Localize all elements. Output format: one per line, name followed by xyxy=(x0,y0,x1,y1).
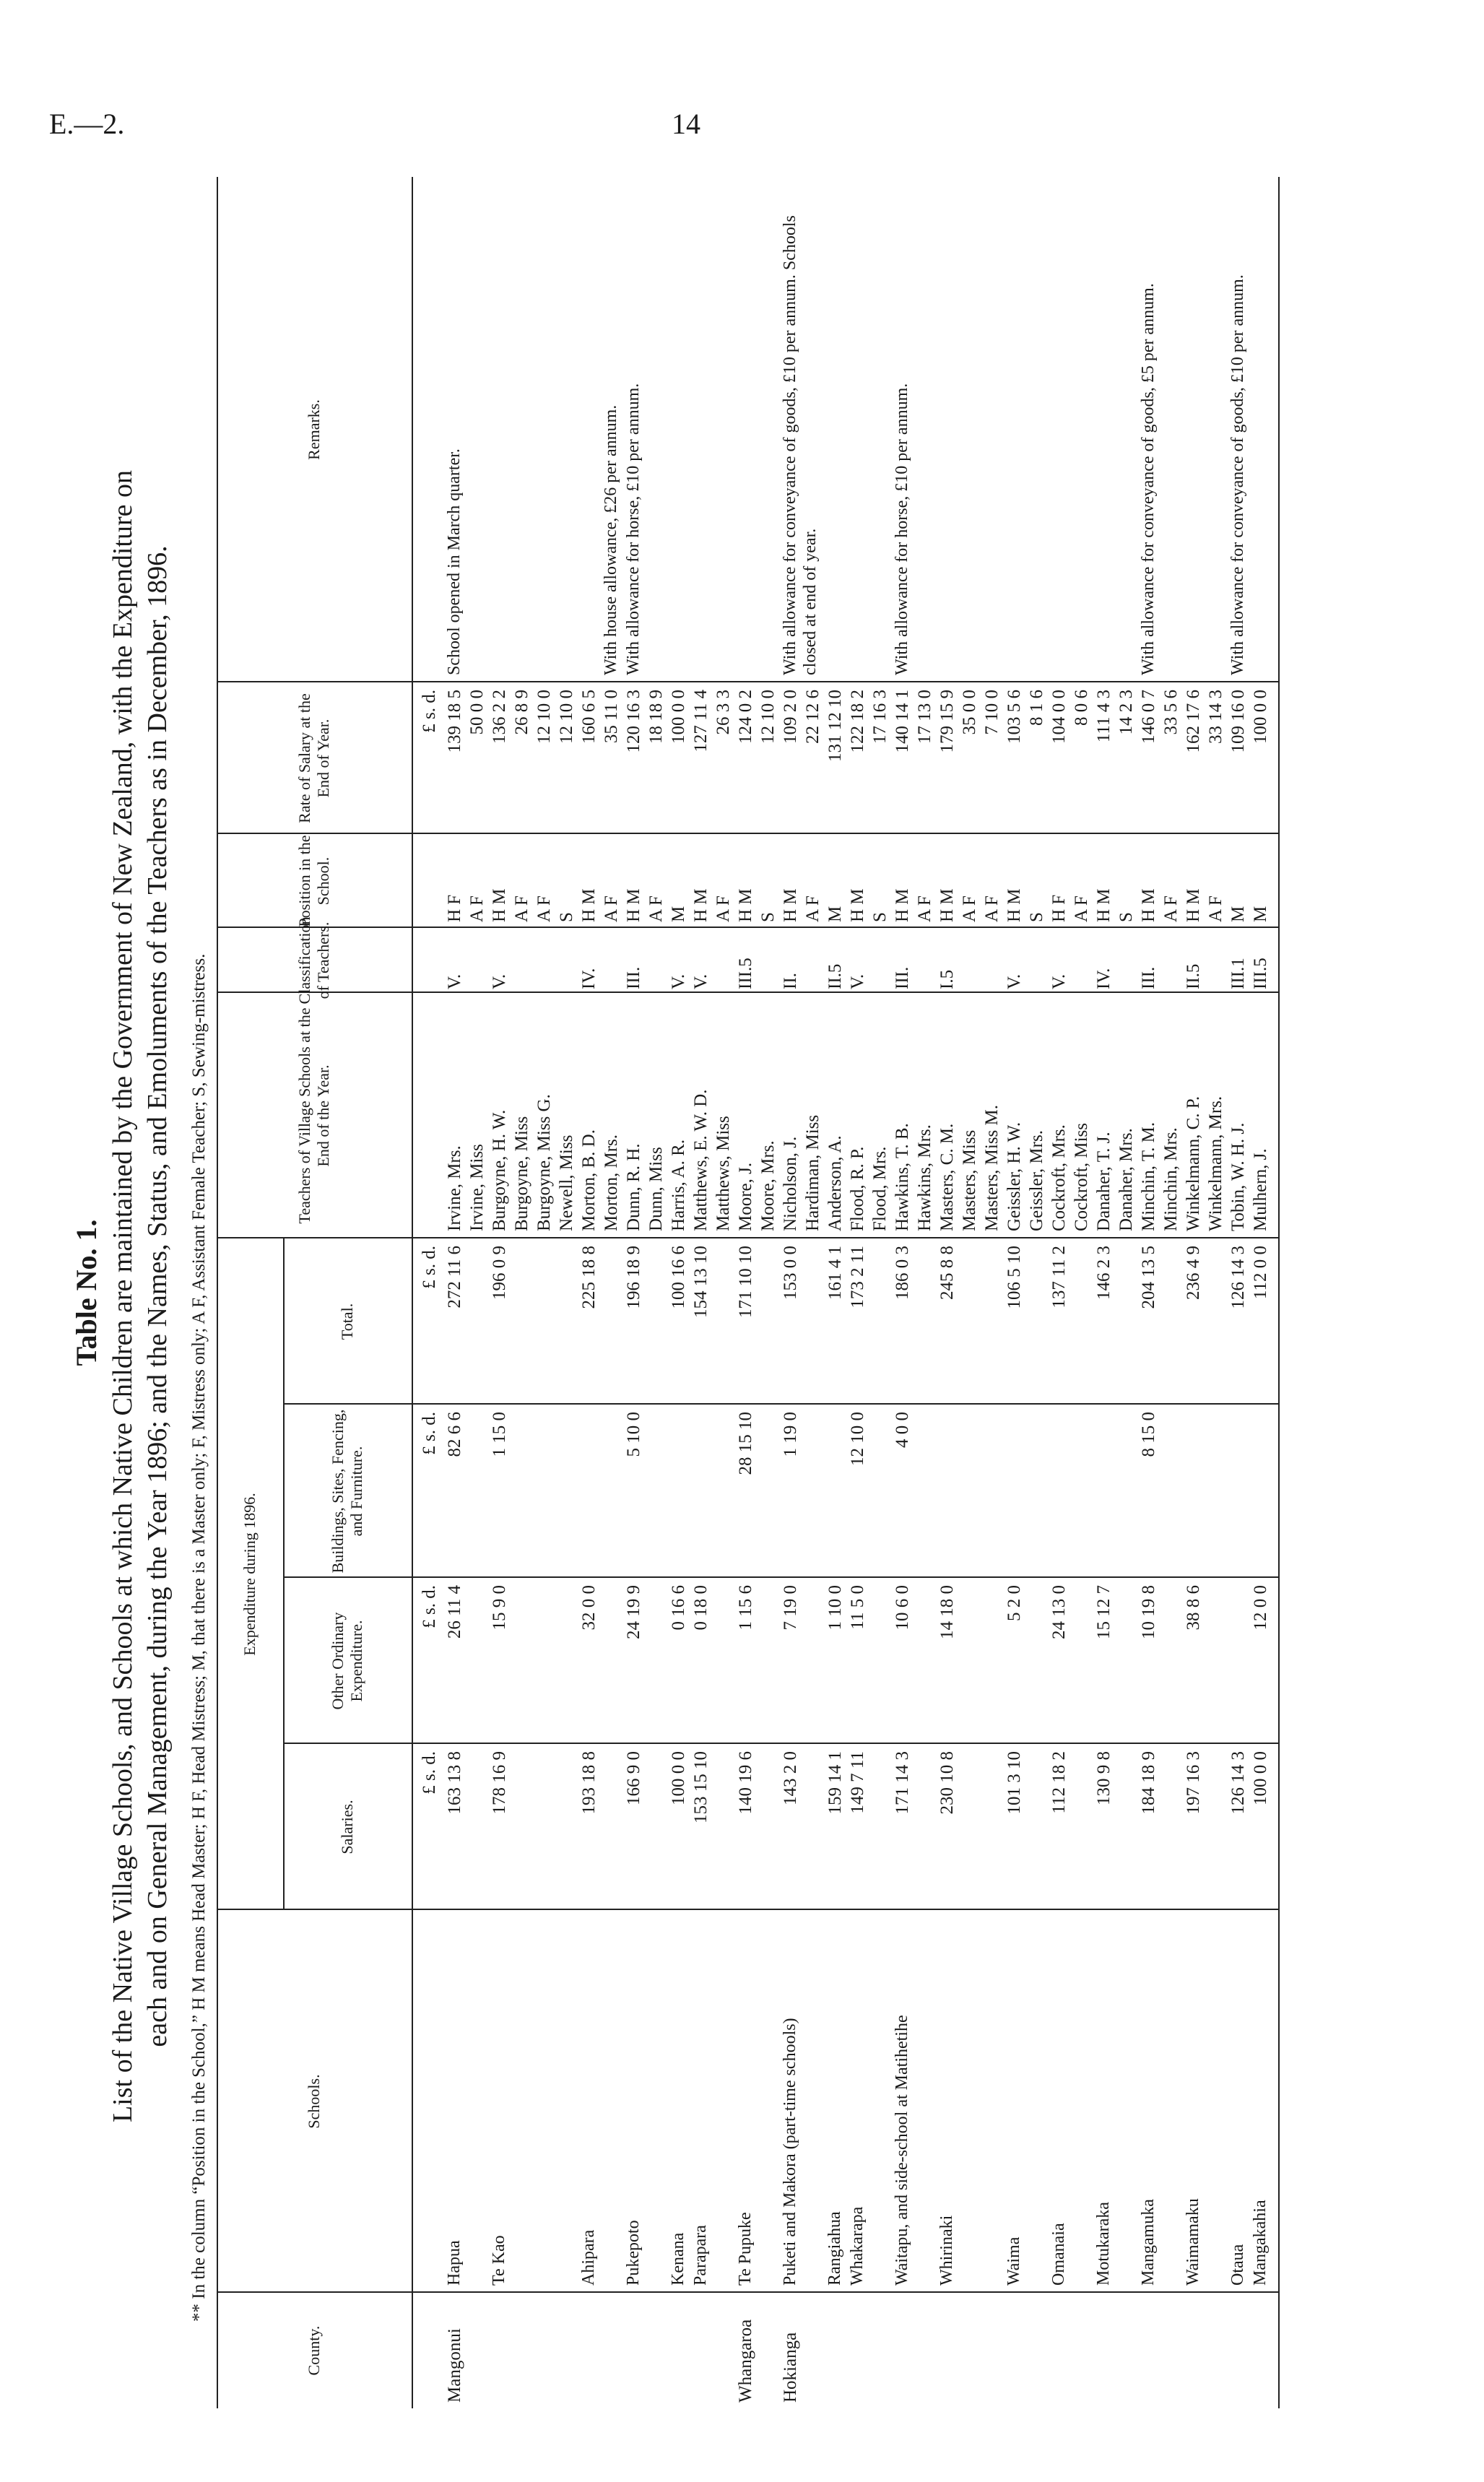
lsd-buildings: £ s. d. xyxy=(420,1412,439,1455)
cell-teacher: Anderson, A. xyxy=(825,1135,845,1231)
cell-pos: A F xyxy=(803,895,823,922)
cell-remark: With allowance for horse, £10 per annum. xyxy=(624,383,643,675)
cell-pos: H M xyxy=(893,888,912,922)
cell-school: Te Kao xyxy=(490,2235,508,2286)
cell-total: 196 0 9 xyxy=(490,1246,509,1300)
cell-class: III. xyxy=(624,966,643,989)
cell-school: Mangakahia xyxy=(1251,2200,1270,2286)
cell-teacher: Hawkins, T. B. xyxy=(893,1123,912,1231)
cell-other: 15 12 7 xyxy=(1094,1585,1114,1639)
cell-rate: 14 2 3 xyxy=(1116,690,1136,735)
cell-other: 38 8 6 xyxy=(1184,1585,1203,1631)
cell-school: Mangamuka xyxy=(1139,2199,1158,2286)
cell-total: 154 13 10 xyxy=(691,1246,711,1318)
cell-teacher: Morton, B. D. xyxy=(579,1129,599,1231)
cell-total: 126 14 3 xyxy=(1228,1246,1248,1309)
cell-pos: H M xyxy=(1004,888,1024,922)
cell-salaries: 149 7 11 xyxy=(848,1751,867,1814)
cell-school: Whakarapa xyxy=(848,2206,867,2286)
cell-school: Kenana xyxy=(669,2232,687,2286)
col-rule-buildings xyxy=(283,1403,1278,1405)
table-heading-line-2: each and on General Management, during the Year 1896; and the Names, Status, and Emoluments of the Teachers as in December, 1896. xyxy=(142,545,173,2047)
cell-rate: 146 0 7 xyxy=(1139,690,1158,744)
cell-school: Otaua xyxy=(1228,2244,1247,2286)
cell-pos: H M xyxy=(781,888,800,922)
cell-pos: A F xyxy=(713,895,733,922)
header-total: Total. xyxy=(338,1303,356,1340)
header-teachers: Teachers of Village Schools at the End of the Year. xyxy=(295,1007,332,1224)
cell-total: 106 5 10 xyxy=(1004,1246,1024,1309)
cell-other: 0 18 0 xyxy=(691,1585,711,1631)
page-number: 14 xyxy=(672,108,700,140)
cell-rate: 8 1 6 xyxy=(1027,690,1046,726)
cell-teacher: Winkelmann, C. P. xyxy=(1184,1095,1203,1231)
cell-teacher: Matthews, Miss xyxy=(713,1116,733,1231)
cell-buildings: 8 15 0 xyxy=(1139,1412,1158,1457)
cell-salaries: 130 9 8 xyxy=(1094,1751,1114,1805)
cell-teacher: Morton, Mrs. xyxy=(602,1134,621,1231)
col-rule-other xyxy=(283,1576,1278,1578)
cell-other: 24 19 9 xyxy=(624,1585,643,1639)
cell-other: 7 19 0 xyxy=(781,1585,800,1631)
cell-pos: A F xyxy=(1161,895,1181,922)
cell-class: V. xyxy=(1004,973,1024,989)
cell-rate: 35 11 0 xyxy=(602,690,621,744)
header-position: Position in the School. xyxy=(295,835,332,927)
cell-other: 10 19 8 xyxy=(1139,1585,1158,1639)
cell-buildings: 82 6 6 xyxy=(445,1412,464,1457)
cell-other: 12 0 0 xyxy=(1251,1585,1270,1631)
cell-teacher: Dunn, R. H. xyxy=(624,1143,643,1231)
cell-teacher: Masters, Miss M. xyxy=(982,1104,1002,1231)
cell-rate: 50 0 0 xyxy=(467,690,487,735)
cell-teacher: Danaher, Mrs. xyxy=(1116,1128,1136,1231)
cell-rate: 26 8 9 xyxy=(512,690,531,735)
cell-salaries: 143 2 0 xyxy=(781,1751,800,1805)
cell-school: Parapara xyxy=(691,2225,710,2286)
cell-other: 1 15 6 xyxy=(736,1585,755,1631)
cell-rate: 109 2 0 xyxy=(781,690,800,744)
cell-salaries: 230 10 8 xyxy=(937,1751,957,1815)
cell-teacher: Minchin, T. M. xyxy=(1139,1121,1158,1231)
cell-remark: With allowance for horse, £10 per annum. xyxy=(893,383,911,675)
cell-pos: H M xyxy=(691,888,711,922)
cell-teacher: Geissler, Mrs. xyxy=(1027,1130,1046,1231)
cell-teacher: Burgoyne, Miss G. xyxy=(534,1094,554,1231)
cell-rate: 22 12 6 xyxy=(803,690,823,744)
cell-pos: H M xyxy=(624,888,643,922)
col-rule-salaries xyxy=(283,1743,1278,1744)
cell-class: III.1 xyxy=(1228,958,1248,989)
cell-buildings: 5 10 0 xyxy=(624,1412,643,1457)
cell-total: 112 0 0 xyxy=(1251,1246,1270,1300)
cell-rate: 100 0 0 xyxy=(669,690,688,744)
cell-class: II.5 xyxy=(1184,963,1203,989)
cell-total: 137 11 2 xyxy=(1049,1246,1069,1309)
cell-buildings: 1 15 0 xyxy=(490,1412,509,1457)
cell-pos: A F xyxy=(1206,895,1225,922)
cell-pos: H M xyxy=(1094,888,1114,922)
table-number: Table No. 1. xyxy=(70,1219,103,1366)
cell-rate: 26 3 3 xyxy=(713,690,733,735)
cell-salaries: 100 0 0 xyxy=(1251,1751,1270,1805)
cell-pos: A F xyxy=(960,895,979,922)
cell-school: Omanaia xyxy=(1049,2223,1068,2286)
cell-salaries: 171 14 3 xyxy=(893,1751,912,1815)
cell-teacher: Masters, Miss xyxy=(960,1129,979,1231)
cell-pos: H F xyxy=(445,894,464,922)
cell-rate: 120 16 3 xyxy=(624,690,643,753)
cell-total: 161 4 1 xyxy=(825,1246,845,1300)
cell-pos: H M xyxy=(937,888,957,922)
cell-rate: 162 17 6 xyxy=(1184,690,1203,753)
cell-rate: 33 14 3 xyxy=(1206,690,1225,744)
cell-class: V. xyxy=(669,973,688,989)
cell-county: Whangaroa xyxy=(736,2319,755,2403)
cell-pos: H M xyxy=(736,888,755,922)
cell-rate: 122 18 2 xyxy=(848,690,867,753)
cell-pos: M xyxy=(669,906,688,922)
cell-rate: 18 18 9 xyxy=(646,690,666,744)
cell-pos: H M xyxy=(1184,888,1203,922)
lsd-rate: £ s. d. xyxy=(420,690,439,733)
rotated-table-page xyxy=(65,177,1293,2408)
cell-teacher: Masters, C. M. xyxy=(937,1123,957,1231)
cell-rate: 33 5 6 xyxy=(1161,690,1181,735)
cell-pos: A F xyxy=(512,895,531,922)
cell-teacher: Irvine, Miss xyxy=(467,1144,487,1231)
cell-pos: A F xyxy=(915,895,934,922)
cell-rate: 12 10 0 xyxy=(557,690,576,744)
cell-teacher: Cockroft, Mrs. xyxy=(1049,1124,1069,1231)
cell-rate: 124 0 2 xyxy=(736,690,755,744)
cell-pos: H M xyxy=(848,888,867,922)
cell-rate: 140 14 1 xyxy=(893,690,912,753)
cell-class: V. xyxy=(848,973,867,989)
cell-pos: S xyxy=(1116,912,1136,922)
cell-teacher: Cockroft, Miss xyxy=(1072,1123,1091,1231)
cell-class: V. xyxy=(445,973,464,989)
cell-total: 245 8 8 xyxy=(937,1246,957,1300)
cell-school: Waima xyxy=(1004,2236,1023,2286)
cell-teacher: Irvine, Mrs. xyxy=(445,1145,464,1231)
table-heading-line-1: List of the Native Village Schools, and Schools at which Native Children are maintained by the Government of New Zealand, with the Expenditure on xyxy=(108,469,138,2123)
cell-school: Rangiahua xyxy=(825,2211,844,2286)
cell-rate: 179 15 9 xyxy=(937,690,957,753)
cell-rate: 12 10 0 xyxy=(758,690,778,744)
cell-rate: 35 0 0 xyxy=(960,690,979,735)
cell-class: V. xyxy=(691,973,711,989)
cell-teacher: Nicholson, J. xyxy=(781,1136,800,1231)
cell-teacher: Geissler, H. W. xyxy=(1004,1121,1024,1231)
cell-rate: 7 10 0 xyxy=(982,690,1002,735)
header-remarks: Remarks. xyxy=(305,399,323,460)
cell-salaries: 197 16 3 xyxy=(1184,1751,1203,1815)
cell-class: III. xyxy=(893,966,912,989)
cell-total: 272 11 6 xyxy=(445,1246,464,1309)
cell-pos: H F xyxy=(1049,894,1069,922)
cell-salaries: 126 14 3 xyxy=(1228,1751,1248,1815)
cell-rate: 17 13 0 xyxy=(915,690,934,744)
cell-school: Puketi and Makora (part-time schools) xyxy=(781,2018,799,2286)
cell-other: 14 18 0 xyxy=(937,1585,957,1639)
cell-class: II. xyxy=(781,973,800,989)
cell-class: III.5 xyxy=(1251,958,1270,989)
cell-total: 186 0 3 xyxy=(893,1246,912,1300)
cell-pos: A F xyxy=(1072,895,1091,922)
cell-total: 153 0 0 xyxy=(781,1246,800,1300)
cell-pos: M xyxy=(825,906,845,922)
cell-buildings: 4 0 0 xyxy=(893,1412,912,1448)
cell-other: 24 13 0 xyxy=(1049,1585,1069,1639)
cell-salaries: 159 14 1 xyxy=(825,1751,845,1815)
cell-rate: 139 18 5 xyxy=(445,690,464,753)
cell-teacher: Danaher, T. J. xyxy=(1094,1132,1114,1231)
cell-teacher: Flood, Mrs. xyxy=(870,1146,890,1231)
cell-rate: 136 2 2 xyxy=(490,690,509,744)
cell-pos: A F xyxy=(646,895,666,922)
cell-buildings: 12 10 0 xyxy=(848,1412,867,1466)
cell-pos: S xyxy=(870,912,890,922)
cell-teacher: Moore, J. xyxy=(736,1162,755,1231)
cell-class: II.5 xyxy=(825,963,845,989)
cell-salaries: 178 16 9 xyxy=(490,1751,509,1815)
cell-class: III. xyxy=(1139,966,1158,989)
page-ref: E.—2. xyxy=(49,108,125,140)
cell-other: 5 2 0 xyxy=(1004,1585,1024,1621)
cell-county: Mangonui xyxy=(445,2328,464,2403)
cell-total: 196 18 9 xyxy=(624,1246,643,1309)
cell-school: Waimamaku xyxy=(1184,2198,1202,2286)
cell-school: Ahipara xyxy=(579,2229,598,2286)
cell-pos: A F xyxy=(602,895,621,922)
header-other-expenditure: Other Ordinary Expenditure. xyxy=(329,1612,365,1710)
cell-school: Hapua xyxy=(445,2240,464,2286)
cell-pos: H M xyxy=(1139,888,1158,922)
cell-other: 0 16 6 xyxy=(669,1585,688,1631)
cell-total: 204 13 5 xyxy=(1139,1246,1158,1309)
cell-rate: 12 10 0 xyxy=(534,690,554,744)
cell-salaries: 112 18 2 xyxy=(1049,1751,1069,1814)
schools-table xyxy=(217,177,1278,2408)
cell-teacher: Winkelmann, Mrs. xyxy=(1206,1095,1225,1231)
cell-salaries: 100 0 0 xyxy=(669,1751,688,1805)
title-block xyxy=(65,177,103,2408)
header-salaries: Salaries. xyxy=(338,1800,356,1854)
header-classification: Classification of Teachers. xyxy=(295,916,332,1004)
cell-teacher: Moore, Mrs. xyxy=(758,1140,778,1231)
cell-salaries: 153 15 10 xyxy=(691,1751,711,1823)
cell-salaries: 140 19 6 xyxy=(736,1751,755,1815)
lsd-other: £ s. d. xyxy=(420,1585,439,1628)
lsd-salaries: £ s. d. xyxy=(420,1751,439,1795)
cell-pos: S xyxy=(758,912,778,922)
cell-teacher: Tobin, W. H. J. xyxy=(1228,1122,1248,1231)
cell-pos: A F xyxy=(982,895,1002,922)
cell-salaries: 163 13 8 xyxy=(445,1751,464,1815)
cell-total: 100 16 6 xyxy=(669,1246,688,1309)
cell-other: 1 10 0 xyxy=(825,1585,845,1631)
cell-salaries: 184 18 9 xyxy=(1139,1751,1158,1815)
cell-rate: 111 4 3 xyxy=(1094,690,1114,743)
lsd-total: £ s. d. xyxy=(420,1246,439,1289)
cell-school: Pukepoto xyxy=(624,2220,643,2286)
cell-teacher: Matthews, E. W. D. xyxy=(691,1089,711,1231)
header-buildings: Buildings, Sites, Fencing, and Furniture. xyxy=(329,1409,365,1574)
cell-school: Te Pupuke xyxy=(736,2212,755,2286)
header-rate: Rate of Salary at the End of Year. xyxy=(295,693,332,823)
cell-remark: With allowance for conveyance of goods, £10 per annum. xyxy=(1228,274,1247,675)
cell-salaries: 101 3 10 xyxy=(1004,1751,1024,1815)
cell-other: 11 5 0 xyxy=(848,1585,867,1630)
cell-rate: 131 12 10 xyxy=(825,690,845,762)
cell-class: III.5 xyxy=(736,958,755,989)
cell-total: 146 2 3 xyxy=(1094,1246,1114,1300)
cell-remark: With allowance for conveyance of goods, £10 per annum. Schools closed at end of year. xyxy=(781,215,820,675)
cell-salaries: 166 9 0 xyxy=(624,1751,643,1805)
cell-pos: S xyxy=(557,912,576,922)
cell-rate: 160 6 5 xyxy=(579,690,599,744)
header-county: County. xyxy=(305,2325,323,2376)
cell-teacher: Harris, A. R. xyxy=(669,1139,688,1231)
cell-pos: H M xyxy=(579,888,599,922)
cell-rate: 17 16 3 xyxy=(870,690,890,744)
cell-other: 10 6 0 xyxy=(893,1585,912,1631)
cell-class: I.5 xyxy=(937,969,957,989)
cell-pos: S xyxy=(1027,912,1046,922)
cell-school: Waitapu, and side-school at Matihetihe xyxy=(893,2015,911,2286)
header-bottom-rule xyxy=(412,177,413,2408)
cell-pos: A F xyxy=(534,895,554,922)
cell-remark: With house allowance, £26 per annum. xyxy=(602,404,620,675)
cell-total: 225 18 8 xyxy=(579,1246,599,1309)
cell-teacher: Burgoyne, Miss xyxy=(512,1116,531,1231)
table-bottom-rule xyxy=(1278,177,1280,2408)
position-note: *⁢* In the column “Position in the School,” H M means Head Master; H F, Head Mistress; M, that there is a Master only; F, Mistress only; A F, Assistant Female Teacher; S, Sewing-mistress. xyxy=(189,953,209,2322)
cell-teacher: Hardiman, Miss xyxy=(803,1114,823,1231)
cell-pos: M xyxy=(1228,906,1248,922)
cell-county: Hokianga xyxy=(781,2332,800,2403)
cell-school: Motukaraka xyxy=(1094,2202,1113,2286)
cell-pos: H M xyxy=(490,888,509,922)
cell-rate: 104 0 0 xyxy=(1049,690,1069,744)
cell-total: 236 4 9 xyxy=(1184,1246,1203,1300)
cell-buildings: 1 19 0 xyxy=(781,1412,800,1457)
cell-other: 15 9 0 xyxy=(490,1585,509,1631)
cell-pos: M xyxy=(1251,906,1270,922)
cell-remark: With allowance for conveyance of goods, £5 per annum. xyxy=(1139,283,1158,675)
cell-rate: 103 5 6 xyxy=(1004,690,1024,744)
cell-remark: School opened in March quarter. xyxy=(445,448,464,675)
table-heading xyxy=(105,235,175,2358)
cell-teacher: Dunn, Miss xyxy=(646,1147,666,1231)
cell-rate: 127 11 4 xyxy=(691,690,711,752)
cell-rate: 100 0 0 xyxy=(1251,690,1270,744)
cell-teacher: Newell, Miss xyxy=(557,1134,576,1231)
cell-pos: A F xyxy=(467,895,487,922)
cell-other: 32 0 0 xyxy=(579,1585,599,1631)
header-expenditure: Expenditure during 1896. xyxy=(240,1493,259,1656)
cell-teacher: Minchin, Mrs. xyxy=(1161,1127,1181,1231)
cell-school: Whirinaki xyxy=(937,2215,956,2286)
cell-rate: 8 0 6 xyxy=(1072,690,1091,726)
cell-buildings: 28 15 10 xyxy=(736,1412,755,1475)
cell-teacher: Mulhern, J. xyxy=(1251,1148,1270,1231)
cell-teacher: Flood, R. P. xyxy=(848,1146,867,1231)
cell-teacher: Burgoyne, H. W. xyxy=(490,1109,509,1231)
cell-class: V. xyxy=(1049,973,1069,989)
cell-other: 26 11 4 xyxy=(445,1585,464,1639)
header-schools: Schools. xyxy=(305,2074,323,2129)
cell-total: 173 2 11 xyxy=(848,1246,867,1309)
cell-rate: 109 16 0 xyxy=(1228,690,1248,753)
cell-teacher: Hawkins, Mrs. xyxy=(915,1124,934,1231)
cell-total: 171 10 10 xyxy=(736,1246,755,1318)
cell-class: IV. xyxy=(1094,968,1114,989)
cell-class: V. xyxy=(490,973,509,989)
cell-salaries: 193 18 8 xyxy=(579,1751,599,1815)
cell-class: IV. xyxy=(579,968,599,989)
